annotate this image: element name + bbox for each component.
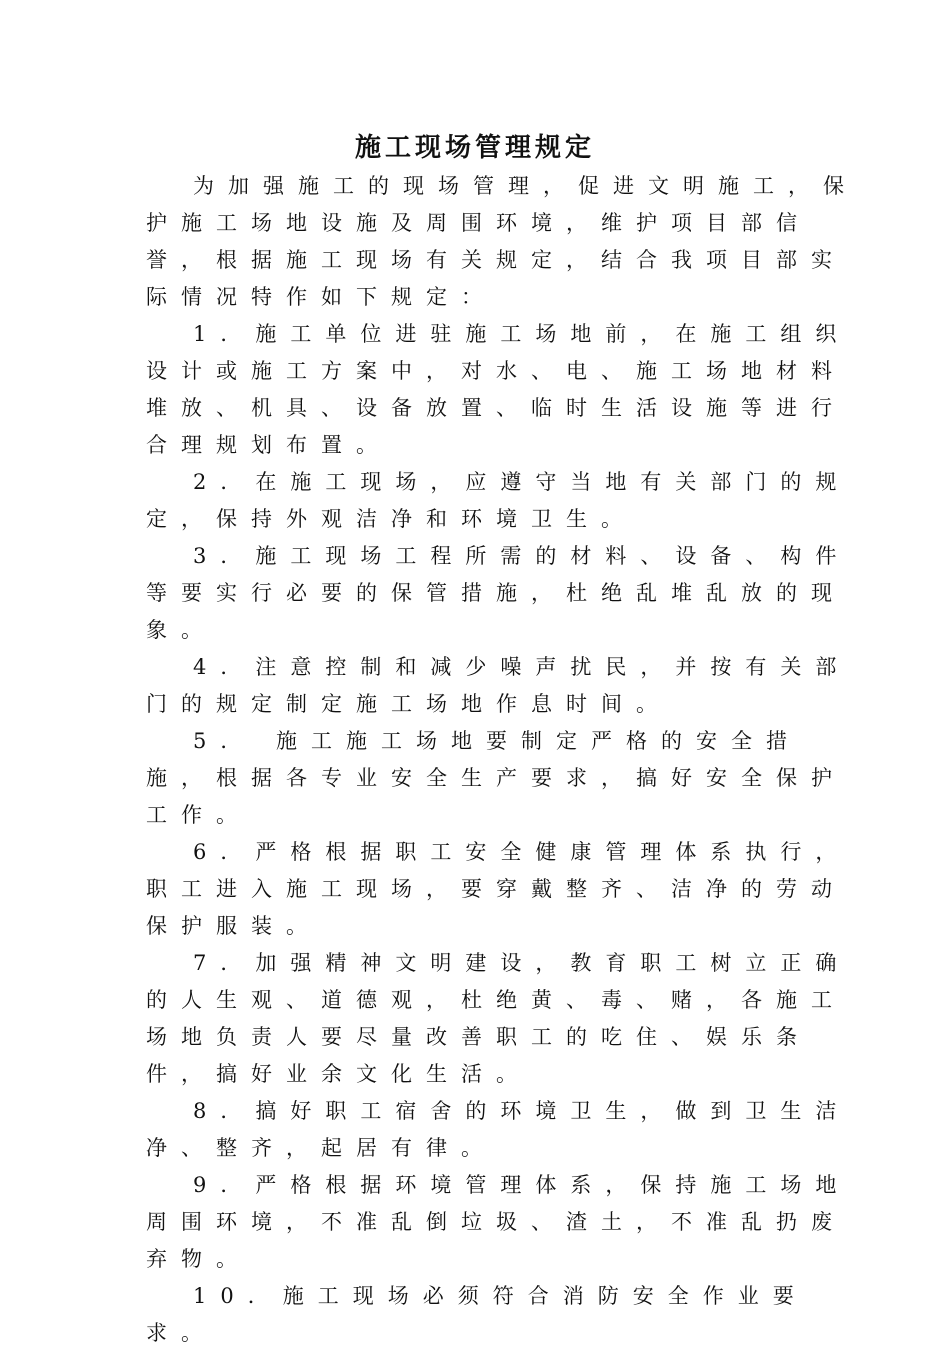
document-body	[146, 168, 866, 1352]
regulation-item-5: 5． 施工施工场地要制定严格的安全措施，根据各专业安全生产要求，搞好安全保护工作。	[146, 729, 846, 827]
regulation-item-7: 7．加强精神文明建设，教育职工树立正确的人生观、道德观，杜绝黄、毒、赌，各施工场地负责人要尽量改善职工的吃住、娱乐条件，搞好业余文化生活。	[146, 951, 851, 1086]
regulation-item-9: 9．严格根据环境管理体系，保持施工场地周围环境，不准乱倒垃圾、渣土，不准乱扔废弃物。	[146, 1173, 851, 1271]
document-title: 施工现场管理规定	[354, 133, 595, 163]
regulation-item-6: 6．严格根据职工安全健康管理体系执行，职工进入施工现场，要穿戴整齐、洁净的劳动保护服装。	[146, 840, 851, 938]
regulation-item-2: 2．在施工现场，应遵守当地有关部门的规定，保持外观洁净和环境卫生。	[146, 470, 851, 531]
regulation-item-10: 10．施工现场必须符合消防安全作业要求。	[146, 1284, 808, 1345]
regulation-item-4: 4．注意控制和减少噪声扰民，并按有关部门的规定制定施工场地作息时间。	[146, 655, 851, 716]
regulation-item-3: 3．施工现场工程所需的材料、设备、构件等要实行必要的保管措施，杜绝乱堆乱放的现象。	[146, 544, 851, 642]
regulation-item-8: 8．搞好职工宿舍的环境卫生，做到卫生洁净、整齐，起居有律。	[146, 1099, 851, 1160]
intro-paragraph: 为加强施工的现场管理，促进文明施工，保护施工场地设施及周围环境，维护项目部信誉，根据施工现场有关规定，结合我项目部实际情况特作如下规定：	[146, 174, 858, 309]
regulation-item-1: 1．施工单位进驻施工场地前，在施工组织设计或施工方案中，对水、电、施工场地材料堆放、机具、设备放置、临时生活设施等进行合理规划布置。	[146, 322, 851, 457]
